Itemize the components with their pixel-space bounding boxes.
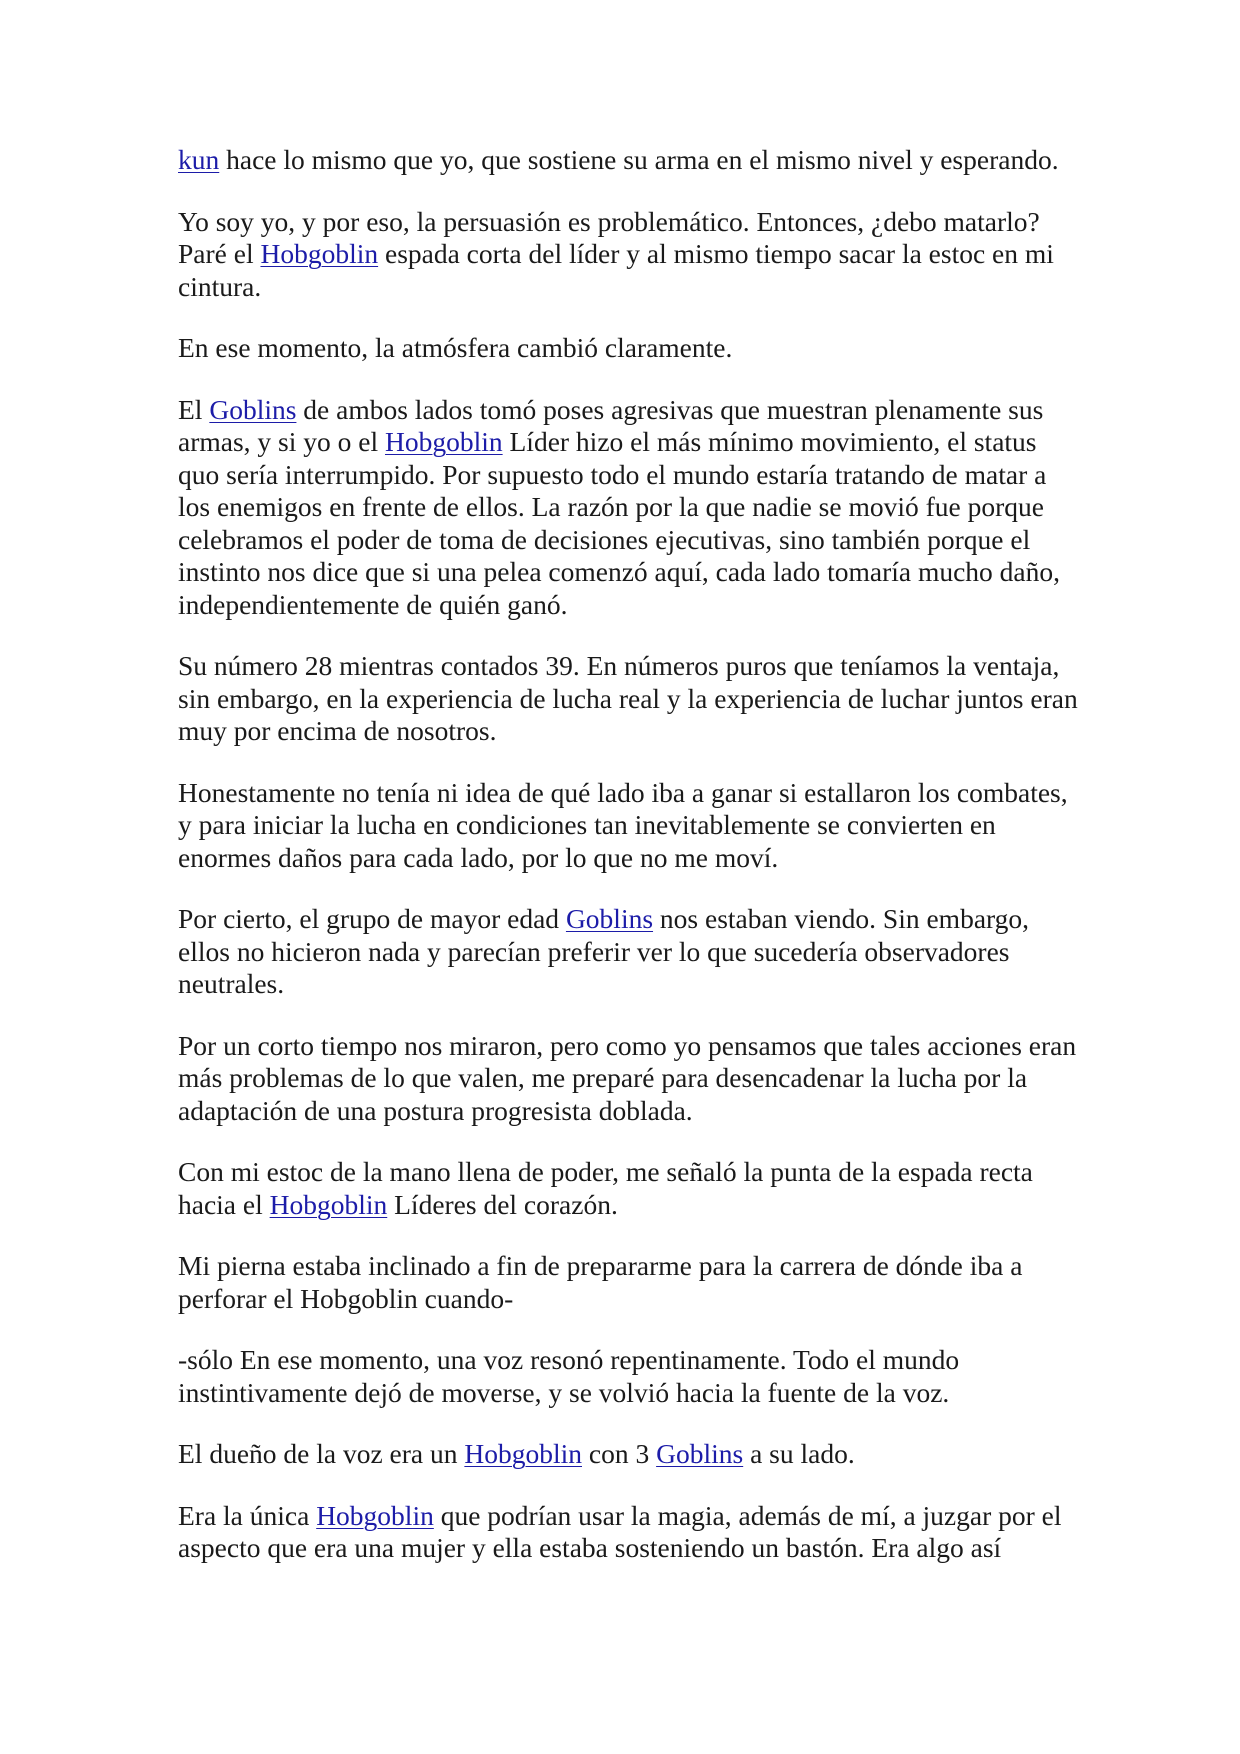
paragraph	[178, 1344, 1083, 1409]
document-page	[178, 144, 1083, 1594]
text-run: Por cierto, el grupo de mayor edad	[178, 903, 566, 934]
text-run: El dueño de la voz era un	[178, 1438, 465, 1469]
paragraph	[178, 394, 1083, 622]
paragraph	[178, 332, 1083, 365]
link-hobgoblin[interactable]: Hobgoblin	[269, 1188, 388, 1220]
link-hobgoblin[interactable]: Hobgoblin	[384, 426, 503, 457]
paragraph	[178, 144, 1083, 177]
paragraph	[178, 903, 1083, 1001]
text-run: con 3	[582, 1438, 657, 1469]
paragraph	[178, 1030, 1083, 1128]
text-run: Era la única	[178, 1499, 317, 1531]
text-run: -sólo En ese momento, una voz resonó repentinamente. Todo el mundo instintivamente dejó de moverse, y se volvió hacia la fuente de la voz.	[178, 1344, 960, 1408]
paragraph	[178, 1500, 1083, 1565]
text-run: Líder hizo el más mínimo movimiento, el status quo sería interrumpido. Por supuesto todo el mundo estaría tratando de matar a los enemigos en frente de ellos. La razón por la que nadie se movió fue porque celebramos el poder de toma de decisiones ejecutivas, sino también porque el instinto nos dice que si una pelea comenzó aquí, cada lado tomaría mucho daño, independientemente de quién ganó.	[178, 426, 1061, 620]
text-run: Honestamente no tenía ni idea de qué lado iba a ganar si estallaron los combates, y para iniciar la lucha en condiciones tan inevitablemente se convierten en enormes daños para cada lado, por lo que no me moví.	[178, 776, 1068, 873]
link-hobgoblin[interactable]: Hobgoblin	[260, 238, 379, 269]
text-run: de ambos lados tomó poses agresivas que muestran plenamente sus armas, y si yo o el	[178, 393, 1044, 457]
text-run: Su número 28 mientras contados 39. En números puros que teníamos la ventaja, sin embargo, en la experiencia de lucha real y la experiencia de luchar juntos eran muy por encima de nosotros.	[178, 650, 1078, 746]
text-run: En ese momento, la atmósfera cambió claramente.	[178, 332, 733, 363]
text-run: nos estaban viendo. Sin embargo, ellos no hicieron nada y parecían preferir ver lo que sucedería observadores neutrales.	[178, 903, 1030, 999]
link-hobgoblin[interactable]: Hobgoblin	[464, 1438, 582, 1469]
text-run: que podrían usar la magia, además de mí, a juzgar por el aspecto que era una mujer y ella estaba sosteniendo un bastón. Era algo así	[178, 1499, 1062, 1563]
text-run: espada corta del líder y al mismo tiempo sacar la estoc en mi cintura.	[178, 238, 1054, 302]
paragraph	[178, 206, 1083, 304]
link-goblins[interactable]: Goblins	[656, 1438, 744, 1469]
paragraph	[178, 650, 1083, 748]
paragraph	[178, 777, 1083, 875]
text-run: Yo soy yo, y por eso, la persuasión es problemático. Entonces, ¿debo matarlo? Paré el	[178, 205, 1040, 269]
link-goblins[interactable]: Goblins	[565, 903, 654, 934]
text-run: Mi pierna estaba inclinado a fin de prepararme para la carrera de dónde iba a perforar el Hobgoblin cuando-	[178, 1250, 1023, 1314]
link-goblins[interactable]: Goblins	[209, 393, 297, 425]
link-kun[interactable]: kun	[178, 144, 220, 175]
text-run: El	[178, 393, 210, 425]
text-run: Líderes del corazón.	[387, 1188, 618, 1220]
text-run: hace lo mismo que yo, que sostiene su arma en el mismo nivel y esperando.	[219, 144, 1059, 175]
text-run: Con mi estoc de la mano llena de poder, me señaló la punta de la espada recta hacia el	[178, 1156, 1033, 1220]
link-hobgoblin[interactable]: Hobgoblin	[316, 1499, 434, 1531]
paragraph	[178, 1250, 1083, 1315]
text-run: a su lado.	[743, 1438, 855, 1469]
text-run: Por un corto tiempo nos miraron, pero como yo pensamos que tales acciones eran más problemas de lo que valen, me preparé para desencadenar la lucha por la adaptación de una postura progresista doblada.	[178, 1029, 1077, 1126]
paragraph	[178, 1438, 1083, 1471]
paragraph	[178, 1156, 1083, 1221]
